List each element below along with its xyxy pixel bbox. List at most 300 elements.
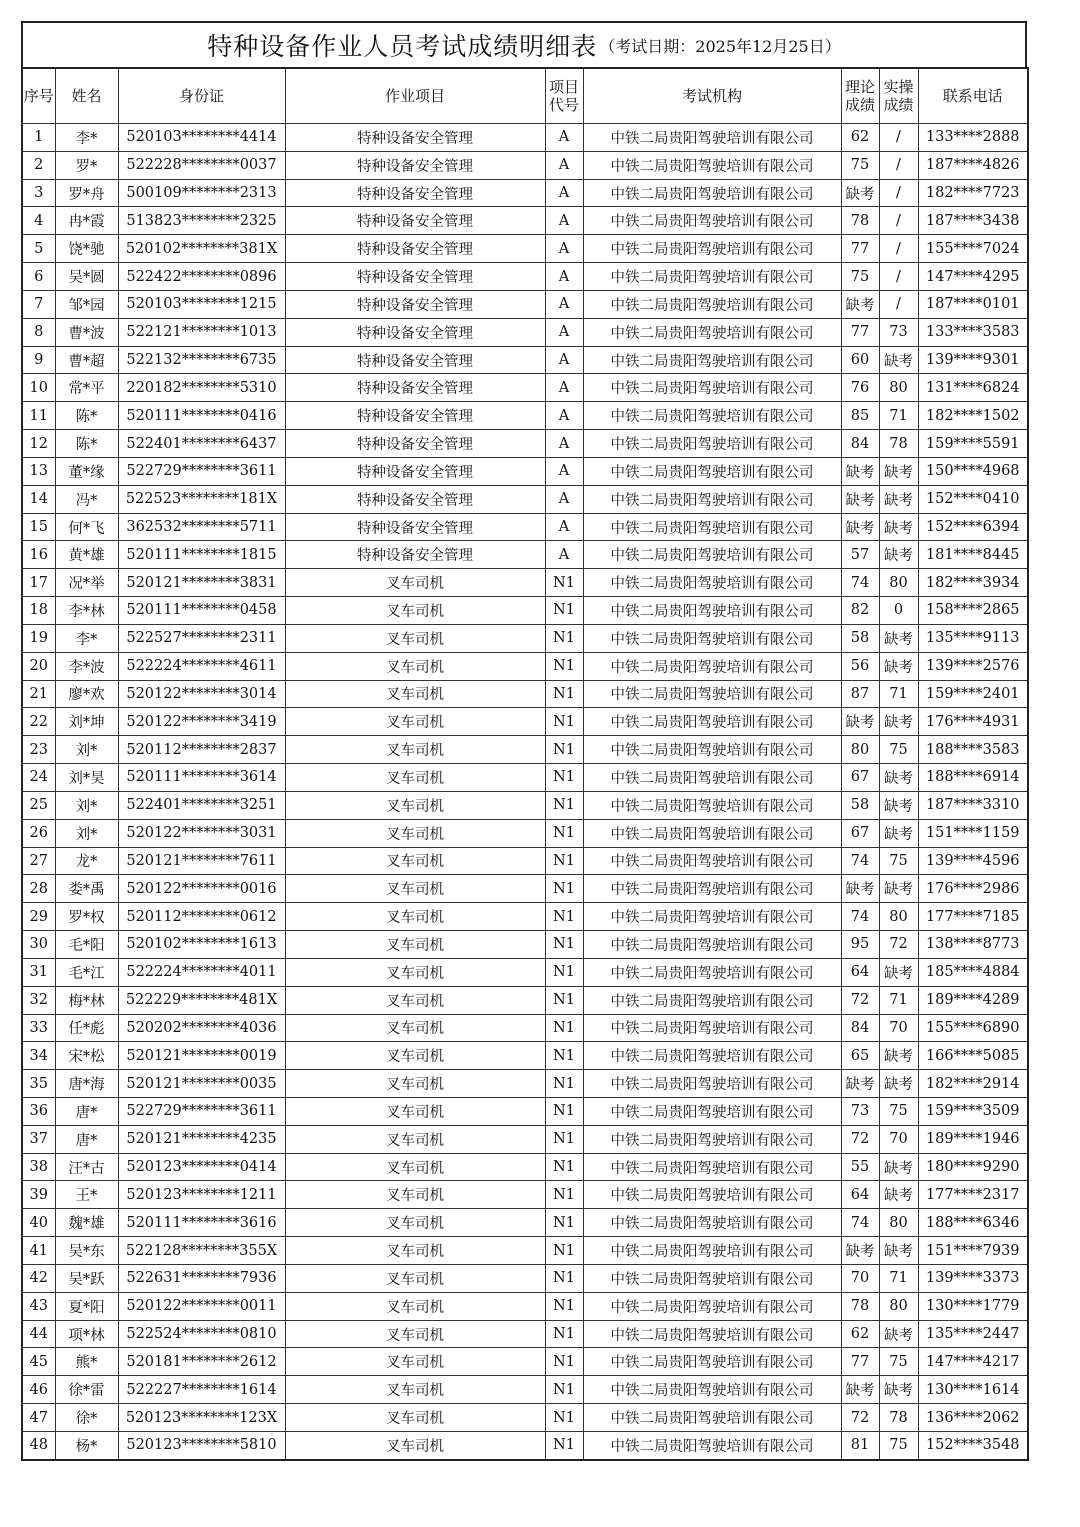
cell-practical: 75 xyxy=(879,847,918,875)
cell-practical: 75 xyxy=(879,736,918,764)
cell-project: 特种设备安全管理 xyxy=(285,207,545,235)
cell-code: N1 xyxy=(545,819,583,847)
table-row xyxy=(22,958,1028,986)
cell-name: 刘* xyxy=(55,819,118,847)
cell-practical: 缺考 xyxy=(879,1376,918,1404)
cell-org: 中铁二局贵阳驾驶培训有限公司 xyxy=(583,819,841,847)
cell-practical: 缺考 xyxy=(879,1181,918,1209)
cell-id: 520122********0011 xyxy=(118,1292,285,1320)
table-row xyxy=(22,235,1028,263)
cell-no: 46 xyxy=(22,1376,55,1404)
cell-no: 38 xyxy=(22,1153,55,1181)
cell-id: 522401********6437 xyxy=(118,430,285,458)
cell-id: 522401********3251 xyxy=(118,791,285,819)
cell-no: 3 xyxy=(22,179,55,207)
cell-phone: 176****4931 xyxy=(918,708,1028,736)
cell-code: N1 xyxy=(545,1348,583,1376)
cell-no: 12 xyxy=(22,430,55,458)
cell-no: 13 xyxy=(22,457,55,485)
table-row xyxy=(22,1070,1028,1098)
cell-no: 19 xyxy=(22,624,55,652)
cell-id: 500109********2313 xyxy=(118,179,285,207)
cell-no: 28 xyxy=(22,875,55,903)
cell-theory: 73 xyxy=(841,1097,879,1125)
cell-code: A xyxy=(545,263,583,291)
cell-name: 杨* xyxy=(55,1431,118,1459)
cell-id: 522422********0896 xyxy=(118,263,285,291)
cell-id: 520123********0414 xyxy=(118,1153,285,1181)
cell-id: 522229********481X xyxy=(118,986,285,1014)
cell-phone: 188****6346 xyxy=(918,1209,1028,1237)
cell-no: 47 xyxy=(22,1404,55,1432)
cell-project: 叉车司机 xyxy=(285,569,545,597)
cell-project: 叉车司机 xyxy=(285,1264,545,1292)
table-row xyxy=(22,151,1028,179)
cell-no: 44 xyxy=(22,1320,55,1348)
cell-org: 中铁二局贵阳驾驶培训有限公司 xyxy=(583,1320,841,1348)
cell-practical: 缺考 xyxy=(879,819,918,847)
cell-name: 刘*坤 xyxy=(55,708,118,736)
cell-theory: 57 xyxy=(841,541,879,569)
cell-practical: 缺考 xyxy=(879,958,918,986)
cell-phone: 188****3583 xyxy=(918,736,1028,764)
cell-no: 24 xyxy=(22,764,55,792)
cell-org: 中铁二局贵阳驾驶培训有限公司 xyxy=(583,402,841,430)
cell-phone: 135****2447 xyxy=(918,1320,1028,1348)
cell-org: 中铁二局贵阳驾驶培训有限公司 xyxy=(583,207,841,235)
cell-no: 36 xyxy=(22,1097,55,1125)
cell-name: 吴*东 xyxy=(55,1237,118,1265)
cell-theory: 缺考 xyxy=(841,179,879,207)
cell-practical: 缺考 xyxy=(879,457,918,485)
cell-practical: / xyxy=(879,235,918,263)
cell-id: 220182********5310 xyxy=(118,374,285,402)
cell-phone: 139****9301 xyxy=(918,346,1028,374)
cell-practical: 72 xyxy=(879,931,918,959)
cell-practical: 缺考 xyxy=(879,708,918,736)
cell-id: 520112********2837 xyxy=(118,736,285,764)
cell-project: 叉车司机 xyxy=(285,1125,545,1153)
cell-org: 中铁二局贵阳驾驶培训有限公司 xyxy=(583,513,841,541)
cell-id: 522228********0037 xyxy=(118,151,285,179)
cell-name: 龙* xyxy=(55,847,118,875)
table-row xyxy=(22,875,1028,903)
table-row xyxy=(22,736,1028,764)
table-row xyxy=(22,624,1028,652)
cell-project: 叉车司机 xyxy=(285,1097,545,1125)
header-id: 身份证 xyxy=(118,68,285,124)
cell-org: 中铁二局贵阳驾驶培训有限公司 xyxy=(583,1431,841,1459)
cell-org: 中铁二局贵阳驾驶培训有限公司 xyxy=(583,124,841,152)
table-row xyxy=(22,1153,1028,1181)
cell-project: 叉车司机 xyxy=(285,1237,545,1265)
cell-name: 毛*江 xyxy=(55,958,118,986)
cell-practical: 缺考 xyxy=(879,1320,918,1348)
cell-code: N1 xyxy=(545,597,583,625)
cell-practical: 70 xyxy=(879,1014,918,1042)
cell-org: 中铁二局贵阳驾驶培训有限公司 xyxy=(583,1209,841,1237)
cell-code: N1 xyxy=(545,791,583,819)
cell-no: 8 xyxy=(22,318,55,346)
table-row xyxy=(22,263,1028,291)
cell-project: 叉车司机 xyxy=(285,1042,545,1070)
cell-name: 徐*雷 xyxy=(55,1376,118,1404)
cell-theory: 62 xyxy=(841,1320,879,1348)
cell-org: 中铁二局贵阳驾驶培训有限公司 xyxy=(583,1097,841,1125)
cell-id: 520121********4235 xyxy=(118,1125,285,1153)
table-row xyxy=(22,986,1028,1014)
cell-project: 特种设备安全管理 xyxy=(285,318,545,346)
cell-project: 叉车司机 xyxy=(285,847,545,875)
cell-code: A xyxy=(545,179,583,207)
cell-theory: 76 xyxy=(841,374,879,402)
cell-phone: 158****2865 xyxy=(918,597,1028,625)
cell-name: 娄*禹 xyxy=(55,875,118,903)
cell-project: 特种设备安全管理 xyxy=(285,263,545,291)
cell-name: 陈* xyxy=(55,402,118,430)
cell-phone: 166****5085 xyxy=(918,1042,1028,1070)
cell-theory: 74 xyxy=(841,569,879,597)
cell-id: 520121********3831 xyxy=(118,569,285,597)
cell-phone: 151****7939 xyxy=(918,1237,1028,1265)
page-title: 特种设备作业人员考试成绩明细表 xyxy=(207,32,598,61)
cell-no: 15 xyxy=(22,513,55,541)
cell-practical: 0 xyxy=(879,597,918,625)
cell-code: A xyxy=(545,318,583,346)
cell-id: 520122********3031 xyxy=(118,819,285,847)
cell-theory: 77 xyxy=(841,235,879,263)
cell-id: 520202********4036 xyxy=(118,1014,285,1042)
cell-practical: 80 xyxy=(879,1209,918,1237)
table-row xyxy=(22,513,1028,541)
cell-no: 5 xyxy=(22,235,55,263)
cell-phone: 131****6824 xyxy=(918,374,1028,402)
cell-project: 叉车司机 xyxy=(285,1209,545,1237)
cell-practical: / xyxy=(879,290,918,318)
cell-theory: 64 xyxy=(841,958,879,986)
table-row xyxy=(22,318,1028,346)
cell-org: 中铁二局贵阳驾驶培训有限公司 xyxy=(583,597,841,625)
cell-code: N1 xyxy=(545,1209,583,1237)
cell-name: 熊* xyxy=(55,1348,118,1376)
table-row xyxy=(22,179,1028,207)
cell-no: 18 xyxy=(22,597,55,625)
cell-id: 520111********0458 xyxy=(118,597,285,625)
cell-code: A xyxy=(545,374,583,402)
cell-name: 刘* xyxy=(55,736,118,764)
cell-code: N1 xyxy=(545,986,583,1014)
cell-project: 叉车司机 xyxy=(285,764,545,792)
cell-theory: 95 xyxy=(841,931,879,959)
cell-practical: 缺考 xyxy=(879,652,918,680)
cell-practical: 80 xyxy=(879,903,918,931)
cell-id: 520122********3014 xyxy=(118,680,285,708)
cell-theory: 74 xyxy=(841,847,879,875)
cell-theory: 84 xyxy=(841,430,879,458)
cell-no: 10 xyxy=(22,374,55,402)
cell-project: 叉车司机 xyxy=(285,680,545,708)
table-row xyxy=(22,1376,1028,1404)
cell-phone: 130****1614 xyxy=(918,1376,1028,1404)
table-row xyxy=(22,791,1028,819)
table-row xyxy=(22,847,1028,875)
cell-code: N1 xyxy=(545,1070,583,1098)
cell-theory: 62 xyxy=(841,124,879,152)
cell-id: 520111********3614 xyxy=(118,764,285,792)
cell-practical: 71 xyxy=(879,1264,918,1292)
cell-id: 522121********1013 xyxy=(118,318,285,346)
cell-theory: 64 xyxy=(841,1181,879,1209)
table-row xyxy=(22,430,1028,458)
cell-org: 中铁二局贵阳驾驶培训有限公司 xyxy=(583,263,841,291)
cell-phone: 177****7185 xyxy=(918,903,1028,931)
cell-theory: 缺考 xyxy=(841,708,879,736)
cell-name: 李*波 xyxy=(55,652,118,680)
cell-name: 董*缘 xyxy=(55,457,118,485)
cell-name: 罗*权 xyxy=(55,903,118,931)
header-no: 序号 xyxy=(22,68,55,124)
cell-theory: 77 xyxy=(841,318,879,346)
cell-id: 520103********4414 xyxy=(118,124,285,152)
cell-id: 522128********355X xyxy=(118,1237,285,1265)
cell-project: 叉车司机 xyxy=(285,736,545,764)
cell-project: 叉车司机 xyxy=(285,1320,545,1348)
cell-id: 522224********4611 xyxy=(118,652,285,680)
cell-code: N1 xyxy=(545,1181,583,1209)
cell-name: 毛*阳 xyxy=(55,931,118,959)
cell-phone: 135****9113 xyxy=(918,624,1028,652)
cell-name: 廖*欢 xyxy=(55,680,118,708)
cell-code: A xyxy=(545,513,583,541)
cell-no: 7 xyxy=(22,290,55,318)
cell-id: 522527********2311 xyxy=(118,624,285,652)
cell-project: 叉车司机 xyxy=(285,652,545,680)
cell-id: 520121********7611 xyxy=(118,847,285,875)
cell-phone: 139****3373 xyxy=(918,1264,1028,1292)
table-header xyxy=(22,68,1028,124)
cell-no: 6 xyxy=(22,263,55,291)
cell-project: 叉车司机 xyxy=(285,597,545,625)
table-row xyxy=(22,1320,1028,1348)
cell-phone: 182****3934 xyxy=(918,569,1028,597)
cell-practical: 78 xyxy=(879,1404,918,1432)
cell-code: N1 xyxy=(545,1431,583,1459)
cell-org: 中铁二局贵阳驾驶培训有限公司 xyxy=(583,1125,841,1153)
table-row xyxy=(22,374,1028,402)
cell-project: 叉车司机 xyxy=(285,1014,545,1042)
cell-code: N1 xyxy=(545,847,583,875)
cell-org: 中铁二局贵阳驾驶培训有限公司 xyxy=(583,1264,841,1292)
cell-no: 35 xyxy=(22,1070,55,1098)
cell-name: 饶*驰 xyxy=(55,235,118,263)
cell-phone: 180****9290 xyxy=(918,1153,1028,1181)
cell-code: N1 xyxy=(545,1320,583,1348)
cell-name: 李* xyxy=(55,624,118,652)
cell-no: 4 xyxy=(22,207,55,235)
cell-name: 何*飞 xyxy=(55,513,118,541)
table-row xyxy=(22,1348,1028,1376)
cell-name: 梅*林 xyxy=(55,986,118,1014)
cell-theory: 75 xyxy=(841,151,879,179)
cell-no: 16 xyxy=(22,541,55,569)
cell-project: 叉车司机 xyxy=(285,1153,545,1181)
score-table xyxy=(21,67,1029,1461)
header-code: 项目代号 xyxy=(545,68,583,124)
cell-theory: 78 xyxy=(841,207,879,235)
header-project: 作业项目 xyxy=(285,68,545,124)
cell-practical: 75 xyxy=(879,1348,918,1376)
cell-phone: 138****8773 xyxy=(918,931,1028,959)
cell-id: 520121********0035 xyxy=(118,1070,285,1098)
cell-id: 520123********5810 xyxy=(118,1431,285,1459)
cell-name: 徐* xyxy=(55,1404,118,1432)
cell-org: 中铁二局贵阳驾驶培训有限公司 xyxy=(583,318,841,346)
cell-code: N1 xyxy=(545,764,583,792)
cell-id: 522227********1614 xyxy=(118,1376,285,1404)
cell-id: 522729********3611 xyxy=(118,457,285,485)
table-row xyxy=(22,1237,1028,1265)
cell-phone: 181****8445 xyxy=(918,541,1028,569)
score-sheet xyxy=(21,21,1027,1461)
cell-no: 48 xyxy=(22,1431,55,1459)
table-row xyxy=(22,1264,1028,1292)
cell-theory: 72 xyxy=(841,1125,879,1153)
cell-name: 曹*波 xyxy=(55,318,118,346)
table-row xyxy=(22,1292,1028,1320)
cell-phone: 139****4596 xyxy=(918,847,1028,875)
cell-phone: 188****6914 xyxy=(918,764,1028,792)
cell-project: 叉车司机 xyxy=(285,819,545,847)
cell-code: N1 xyxy=(545,1125,583,1153)
cell-theory: 60 xyxy=(841,346,879,374)
cell-org: 中铁二局贵阳驾驶培训有限公司 xyxy=(583,652,841,680)
cell-name: 夏*阳 xyxy=(55,1292,118,1320)
cell-phone: 155****7024 xyxy=(918,235,1028,263)
cell-project: 叉车司机 xyxy=(285,1070,545,1098)
cell-org: 中铁二局贵阳驾驶培训有限公司 xyxy=(583,457,841,485)
cell-no: 14 xyxy=(22,485,55,513)
cell-no: 30 xyxy=(22,931,55,959)
cell-practical: 缺考 xyxy=(879,875,918,903)
cell-id: 362532********5711 xyxy=(118,513,285,541)
table-row xyxy=(22,569,1028,597)
cell-phone: 151****1159 xyxy=(918,819,1028,847)
table-row xyxy=(22,931,1028,959)
cell-phone: 147****4295 xyxy=(918,263,1028,291)
cell-phone: 182****1502 xyxy=(918,402,1028,430)
cell-org: 中铁二局贵阳驾驶培训有限公司 xyxy=(583,986,841,1014)
cell-org: 中铁二局贵阳驾驶培训有限公司 xyxy=(583,485,841,513)
cell-org: 中铁二局贵阳驾驶培训有限公司 xyxy=(583,708,841,736)
cell-no: 31 xyxy=(22,958,55,986)
cell-org: 中铁二局贵阳驾驶培训有限公司 xyxy=(583,958,841,986)
cell-name: 常*平 xyxy=(55,374,118,402)
cell-code: N1 xyxy=(545,875,583,903)
cell-project: 叉车司机 xyxy=(285,931,545,959)
cell-practical: 80 xyxy=(879,374,918,402)
cell-theory: 75 xyxy=(841,263,879,291)
cell-org: 中铁二局贵阳驾驶培训有限公司 xyxy=(583,791,841,819)
cell-id: 520102********381X xyxy=(118,235,285,263)
cell-no: 42 xyxy=(22,1264,55,1292)
cell-code: N1 xyxy=(545,1376,583,1404)
cell-id: 520123********1211 xyxy=(118,1181,285,1209)
cell-name: 罗*舟 xyxy=(55,179,118,207)
cell-practical: 80 xyxy=(879,569,918,597)
cell-no: 26 xyxy=(22,819,55,847)
table-row xyxy=(22,597,1028,625)
cell-practical: 71 xyxy=(879,986,918,1014)
cell-org: 中铁二局贵阳驾驶培训有限公司 xyxy=(583,903,841,931)
table-row xyxy=(22,290,1028,318)
cell-no: 23 xyxy=(22,736,55,764)
cell-org: 中铁二局贵阳驾驶培训有限公司 xyxy=(583,1292,841,1320)
cell-id: 522631********7936 xyxy=(118,1264,285,1292)
cell-project: 叉车司机 xyxy=(285,1292,545,1320)
cell-theory: 58 xyxy=(841,624,879,652)
cell-project: 特种设备安全管理 xyxy=(285,402,545,430)
cell-practical: 78 xyxy=(879,430,918,458)
cell-project: 特种设备安全管理 xyxy=(285,513,545,541)
table-row xyxy=(22,1209,1028,1237)
cell-code: N1 xyxy=(545,1097,583,1125)
cell-phone: 177****2317 xyxy=(918,1181,1028,1209)
cell-practical: 缺考 xyxy=(879,513,918,541)
cell-theory: 70 xyxy=(841,1264,879,1292)
cell-theory: 缺考 xyxy=(841,1376,879,1404)
cell-no: 11 xyxy=(22,402,55,430)
cell-phone: 159****5591 xyxy=(918,430,1028,458)
cell-theory: 74 xyxy=(841,903,879,931)
table-row xyxy=(22,346,1028,374)
cell-id: 520111********0416 xyxy=(118,402,285,430)
cell-project: 叉车司机 xyxy=(285,986,545,1014)
cell-no: 9 xyxy=(22,346,55,374)
cell-org: 中铁二局贵阳驾驶培训有限公司 xyxy=(583,430,841,458)
cell-phone: 152****3548 xyxy=(918,1431,1028,1459)
cell-practical: / xyxy=(879,151,918,179)
cell-org: 中铁二局贵阳驾驶培训有限公司 xyxy=(583,569,841,597)
cell-org: 中铁二局贵阳驾驶培训有限公司 xyxy=(583,346,841,374)
cell-theory: 缺考 xyxy=(841,1237,879,1265)
cell-org: 中铁二局贵阳驾驶培训有限公司 xyxy=(583,847,841,875)
cell-id: 520121********0019 xyxy=(118,1042,285,1070)
cell-theory: 缺考 xyxy=(841,875,879,903)
cell-project: 叉车司机 xyxy=(285,1376,545,1404)
table-row xyxy=(22,1014,1028,1042)
cell-code: A xyxy=(545,346,583,374)
cell-no: 20 xyxy=(22,652,55,680)
cell-theory: 缺考 xyxy=(841,513,879,541)
cell-theory: 84 xyxy=(841,1014,879,1042)
cell-code: N1 xyxy=(545,903,583,931)
cell-name: 吴*跃 xyxy=(55,1264,118,1292)
cell-project: 叉车司机 xyxy=(285,958,545,986)
cell-id: 520122********3419 xyxy=(118,708,285,736)
cell-theory: 72 xyxy=(841,986,879,1014)
cell-practical: 缺考 xyxy=(879,1153,918,1181)
cell-code: N1 xyxy=(545,624,583,652)
cell-name: 任*彪 xyxy=(55,1014,118,1042)
cell-name: 冉*霞 xyxy=(55,207,118,235)
cell-project: 叉车司机 xyxy=(285,1348,545,1376)
header-org: 考试机构 xyxy=(583,68,841,124)
cell-id: 522729********3611 xyxy=(118,1097,285,1125)
cell-org: 中铁二局贵阳驾驶培训有限公司 xyxy=(583,1153,841,1181)
cell-code: N1 xyxy=(545,1014,583,1042)
cell-phone: 187****0101 xyxy=(918,290,1028,318)
cell-name: 唐* xyxy=(55,1097,118,1125)
